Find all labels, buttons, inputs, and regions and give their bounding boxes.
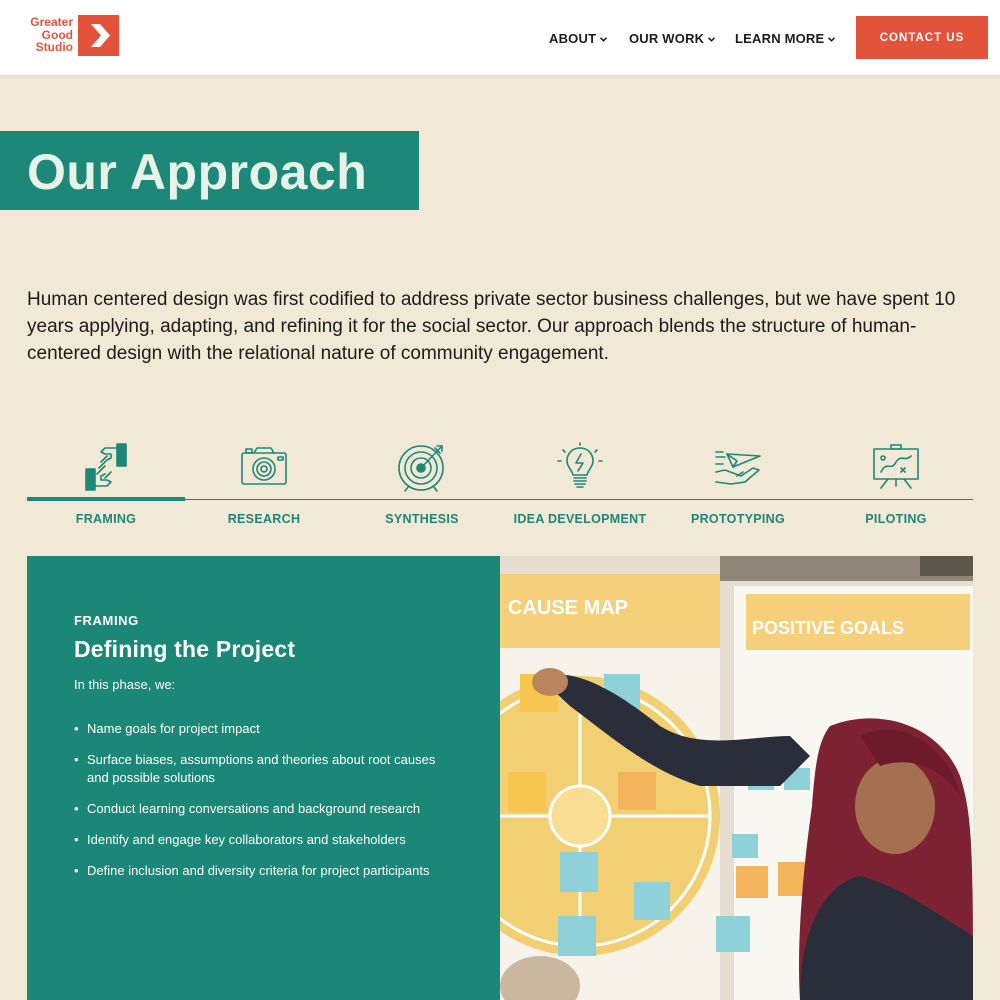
tab-research[interactable] — [185, 440, 343, 530]
phase-activities-list — [74, 720, 454, 893]
tab-idea-development[interactable] — [501, 440, 659, 530]
logo-wordmark: Greater Good Studio — [30, 15, 73, 54]
tab-synthesis[interactable] — [343, 440, 501, 530]
tab-label: FRAMING — [75, 512, 137, 526]
phase-detail-panel — [27, 556, 500, 1000]
lightbulb-icon — [555, 442, 605, 492]
list-item: • Identify and engage key collaborators and stakeholders — [74, 831, 454, 849]
hero-title-block — [0, 131, 419, 210]
workshop-photo — [500, 556, 973, 1000]
logo-chevron-mark — [78, 15, 119, 56]
list-item: • Surface biases, assumptions and theories about root causes and possible solutions — [74, 751, 454, 787]
chevron-down-icon — [708, 30, 715, 45]
tab-label: SYNTHESIS — [385, 512, 459, 526]
nav-our-work[interactable]: OUR WORK — [629, 30, 715, 46]
tab-prototyping[interactable] — [659, 440, 817, 530]
chevron-down-icon — [600, 30, 607, 45]
phase-title: Defining the Project — [74, 636, 296, 662]
site-header — [0, 0, 1000, 75]
paper-plane-hand-icon — [713, 442, 763, 492]
poster-right-title: POSITIVE GOALS — [752, 618, 905, 638]
easel-icon — [871, 442, 921, 492]
nav-about[interactable]: ABOUT — [549, 30, 607, 46]
tab-label: RESEARCH — [227, 512, 301, 526]
camera-icon — [239, 442, 289, 492]
phase-eyebrow: FRAMING — [74, 613, 139, 628]
list-item: • Define inclusion and diversity criteria for project participants — [74, 862, 454, 880]
list-item: • Name goals for project impact — [74, 720, 454, 738]
tab-label: PROTOTYPING — [690, 512, 786, 526]
phase-lead: In this phase, we: — [74, 677, 176, 692]
nav-learn-more[interactable]: LEARN MORE — [735, 30, 835, 46]
page-title: Our Approach — [27, 144, 368, 200]
tab-label: IDEA DEVELOPMENT — [513, 512, 647, 526]
chevron-down-icon — [828, 30, 835, 45]
tab-framing[interactable] — [27, 440, 185, 530]
framing-hands-icon — [81, 442, 131, 492]
intro-paragraph: Human centered design was first codified to address private sector business challenges, but we have spent 10 years applying, adapting, and refining it for the social sector. Our approach blends the structure of human-centered design with the relational nature of community engagement. — [27, 289, 956, 364]
poster-left-title: CAUSE MAP — [508, 597, 629, 619]
tab-piloting[interactable] — [817, 440, 975, 530]
target-icon — [397, 442, 447, 492]
logo[interactable] — [25, 14, 121, 56]
approach-tabs — [27, 440, 973, 530]
active-tab-indicator — [27, 497, 185, 501]
tab-label: PILOTING — [865, 512, 927, 526]
list-item: • Conduct learning conversations and background research — [74, 800, 454, 818]
contact-us-button[interactable]: CONTACT US — [856, 16, 988, 59]
